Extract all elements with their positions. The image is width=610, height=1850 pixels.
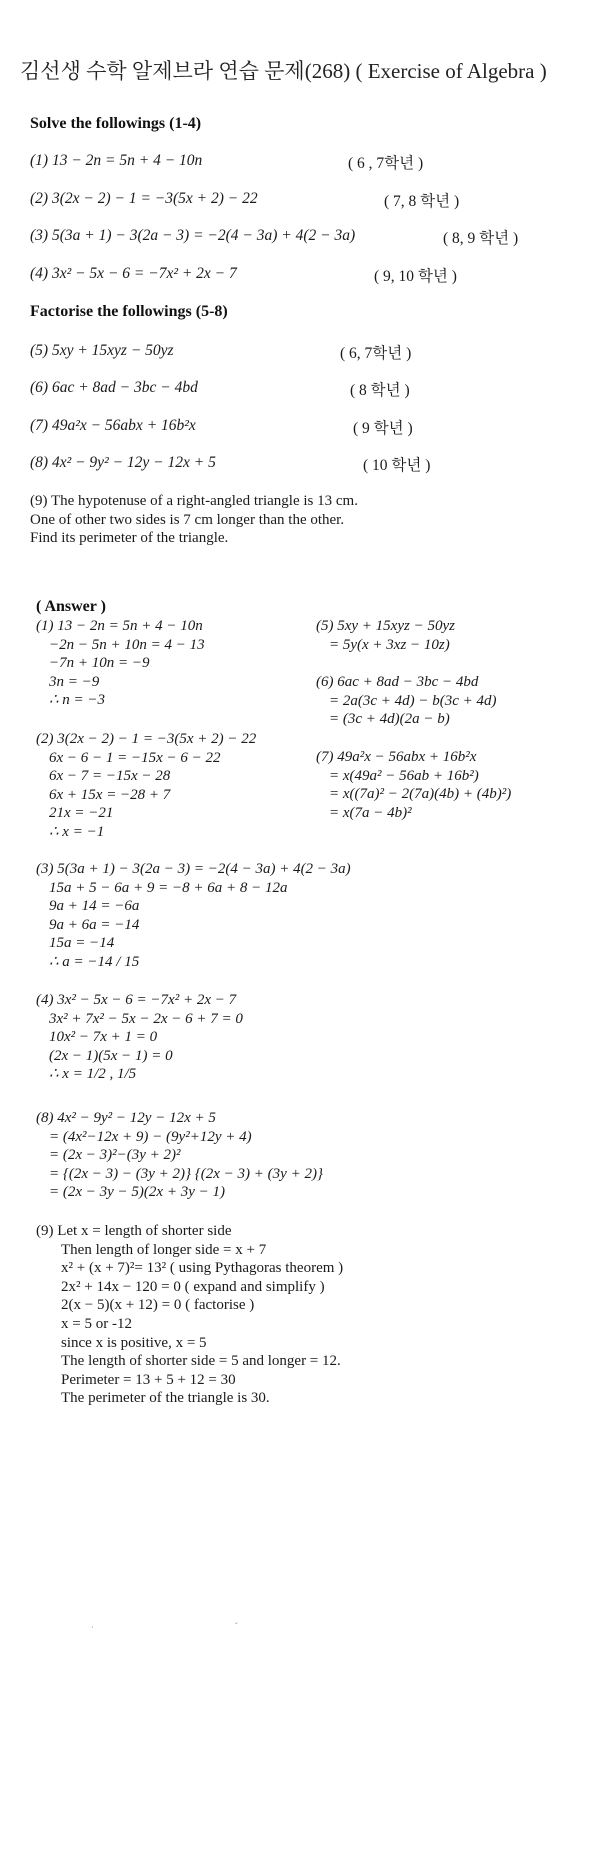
answer-line: ∴ n = −3	[49, 692, 106, 709]
answer-4	[36, 991, 243, 1084]
answer-line: (5) 5xy + 15xyz − 50yz	[316, 618, 455, 634]
problem-9-line: (9) The hypotenuse of a right-angled triangle is 13 cm.	[30, 493, 358, 509]
answer-line: 3x² + 7x² − 5x − 2x − 6 + 7 = 0	[49, 1010, 243, 1027]
answer-line: 15a = −14	[49, 935, 115, 952]
answer-line: −2n − 5n + 10n = 4 − 13	[49, 636, 205, 653]
answer-line: (6) 6ac + 8ad − 3bc − 4bd	[316, 674, 479, 690]
answer-2	[36, 730, 256, 842]
problem-5: (5) 5xy + 15xyz − 50yz	[30, 342, 174, 359]
problem-1-grade: ( 6 , 7학년 )	[348, 155, 424, 172]
answer-line: x = 5 or -12	[61, 1315, 132, 1332]
answer-3	[36, 860, 351, 972]
answer-line: = 2a(3c + 4d) − b(3c + 4d)	[329, 692, 497, 709]
answer-line: (3) 5(3a + 1) − 3(2a − 3) = −2(4 − 3a) + 4(2 − 3a)	[36, 861, 351, 877]
answer-line: 6x + 15x = −28 + 7	[49, 786, 171, 803]
answer-line: (1) 13 − 2n = 5n + 4 − 10n	[36, 618, 203, 634]
answer-line: (7) 49a²x − 56abx + 16b²x	[316, 749, 477, 765]
answer-line: = {(2x − 3) − (3y + 2)} {(2x − 3) + (3y + 2)}	[49, 1165, 323, 1182]
answer-line: = x(7a − 4b)²	[329, 804, 412, 821]
problem-3-grade: ( 8, 9 학년 )	[443, 230, 519, 247]
answer-line: Then length of longer side = x + 7	[61, 1241, 267, 1258]
answer-line: 3n = −9	[49, 673, 100, 690]
answer-line: 9a + 6a = −14	[49, 916, 140, 933]
problem-1: (1) 13 − 2n = 5n + 4 − 10n	[30, 152, 203, 169]
answer-line: (4) 3x² − 5x − 6 = −7x² + 2x − 7	[36, 992, 237, 1008]
problem-6: (6) 6ac + 8ad − 3bc − 4bd	[30, 379, 198, 396]
answer-8	[36, 1109, 323, 1202]
problem-2-grade: ( 7, 8 학년 )	[384, 193, 460, 210]
problem-6-grade: ( 8 학년 )	[350, 382, 410, 399]
problem-4: (4) 3x² − 5x − 6 = −7x² + 2x − 7	[30, 265, 237, 282]
problem-8-grade: ( 10 학년 )	[363, 457, 431, 474]
problem-8: (8) 4x² − 9y² − 12y − 12x + 5	[30, 454, 216, 471]
answer-line: The length of shorter side = 5 and longer = 12.	[61, 1353, 341, 1370]
answer-line: (2) 3(2x − 2) − 1 = −3(5x + 2) − 22	[36, 731, 257, 747]
answer-line: The perimeter of the triangle is 30.	[61, 1390, 270, 1407]
answer-line: (2x − 1)(5x − 1) = 0	[49, 1047, 173, 1064]
factorise-heading: Factorise the followings (5-8)	[30, 303, 228, 320]
answer-line: 6x − 7 = −15x − 28	[49, 768, 171, 785]
problem-2: (2) 3(2x − 2) − 1 = −3(5x + 2) − 22	[30, 190, 258, 207]
answer-line: 10x² − 7x + 1 = 0	[49, 1029, 158, 1046]
answer-line: ∴ a = −14 / 15	[49, 953, 140, 970]
answer-7	[316, 748, 511, 822]
answer-line: = x(49a² − 56ab + 16b²)	[329, 767, 479, 784]
answer-line: (8) 4x² − 9y² − 12y − 12x + 5	[36, 1110, 216, 1126]
answer-line: 2(x − 5)(x + 12) = 0 ( factorise )	[61, 1297, 255, 1314]
problem-5-grade: ( 6, 7학년 )	[340, 345, 412, 362]
problem-9	[30, 492, 358, 548]
answer-line: 6x − 6 − 1 = −15x − 6 − 22	[49, 749, 221, 766]
problem-9-line: Find its perimeter of the triangle.	[30, 530, 229, 546]
answer-line: 9a + 14 = −6a	[49, 898, 140, 915]
answer-line: = (2x − 3y − 5)(2x + 3y − 1)	[49, 1184, 225, 1201]
answer-5	[316, 617, 455, 654]
solve-heading: Solve the followings (1-4)	[30, 115, 202, 132]
answer-line: 21x = −21	[49, 805, 114, 822]
answer-1	[36, 617, 205, 710]
answer-line: 15a + 5 − 6a + 9 = −8 + 6a + 8 − 12a	[49, 879, 288, 896]
answer-line: = (2x − 3)²−(3y + 2)²	[49, 1147, 181, 1164]
page-title: 김선생 수학 알제브라 연습 문제(268) ( Exercise of Algebra )	[20, 59, 547, 83]
stray-mark: ˘	[235, 1621, 238, 1630]
problem-4-grade: ( 9, 10 학년 )	[374, 268, 457, 285]
stray-mark: ·	[91, 1623, 94, 1632]
answer-line: = (4x²−12x + 9) − (9y²+12y + 4)	[49, 1128, 252, 1145]
problem-9-line: One of other two sides is 7 cm longer than the other.	[30, 511, 345, 528]
answer-line: −7n + 10n = −9	[49, 655, 150, 672]
answer-line: = x((7a)² − 2(7a)(4b) + (4b)²)	[329, 786, 512, 803]
answer-9	[36, 1222, 343, 1408]
answer-line: = 5y(x + 3xz − 10z)	[329, 636, 450, 653]
answer-line: = (3c + 4d)(2a − b)	[329, 711, 450, 728]
problem-7-grade: ( 9 학년 )	[353, 420, 413, 437]
answer-line: x² + (x + 7)²= 13² ( using Pythagoras theorem )	[61, 1260, 344, 1277]
answer-line: Perimeter = 13 + 5 + 12 = 30	[61, 1371, 236, 1388]
problem-7: (7) 49a²x − 56abx + 16b²x	[30, 417, 196, 434]
answer-line: ∴ x = −1	[49, 823, 105, 840]
answer-line: 2x² + 14x − 120 = 0 ( expand and simplify )	[61, 1278, 325, 1295]
answer-6	[316, 673, 497, 729]
answer-line: ∴ x = 1/2 , 1/5	[49, 1066, 137, 1083]
answer-line: (9) Let x = length of shorter side	[36, 1223, 232, 1239]
answer-line: since x is positive, x = 5	[61, 1334, 207, 1351]
answer-heading: ( Answer )	[36, 598, 106, 615]
problem-3: (3) 5(3a + 1) − 3(2a − 3) = −2(4 − 3a) + 4(2 − 3a)	[30, 227, 356, 244]
